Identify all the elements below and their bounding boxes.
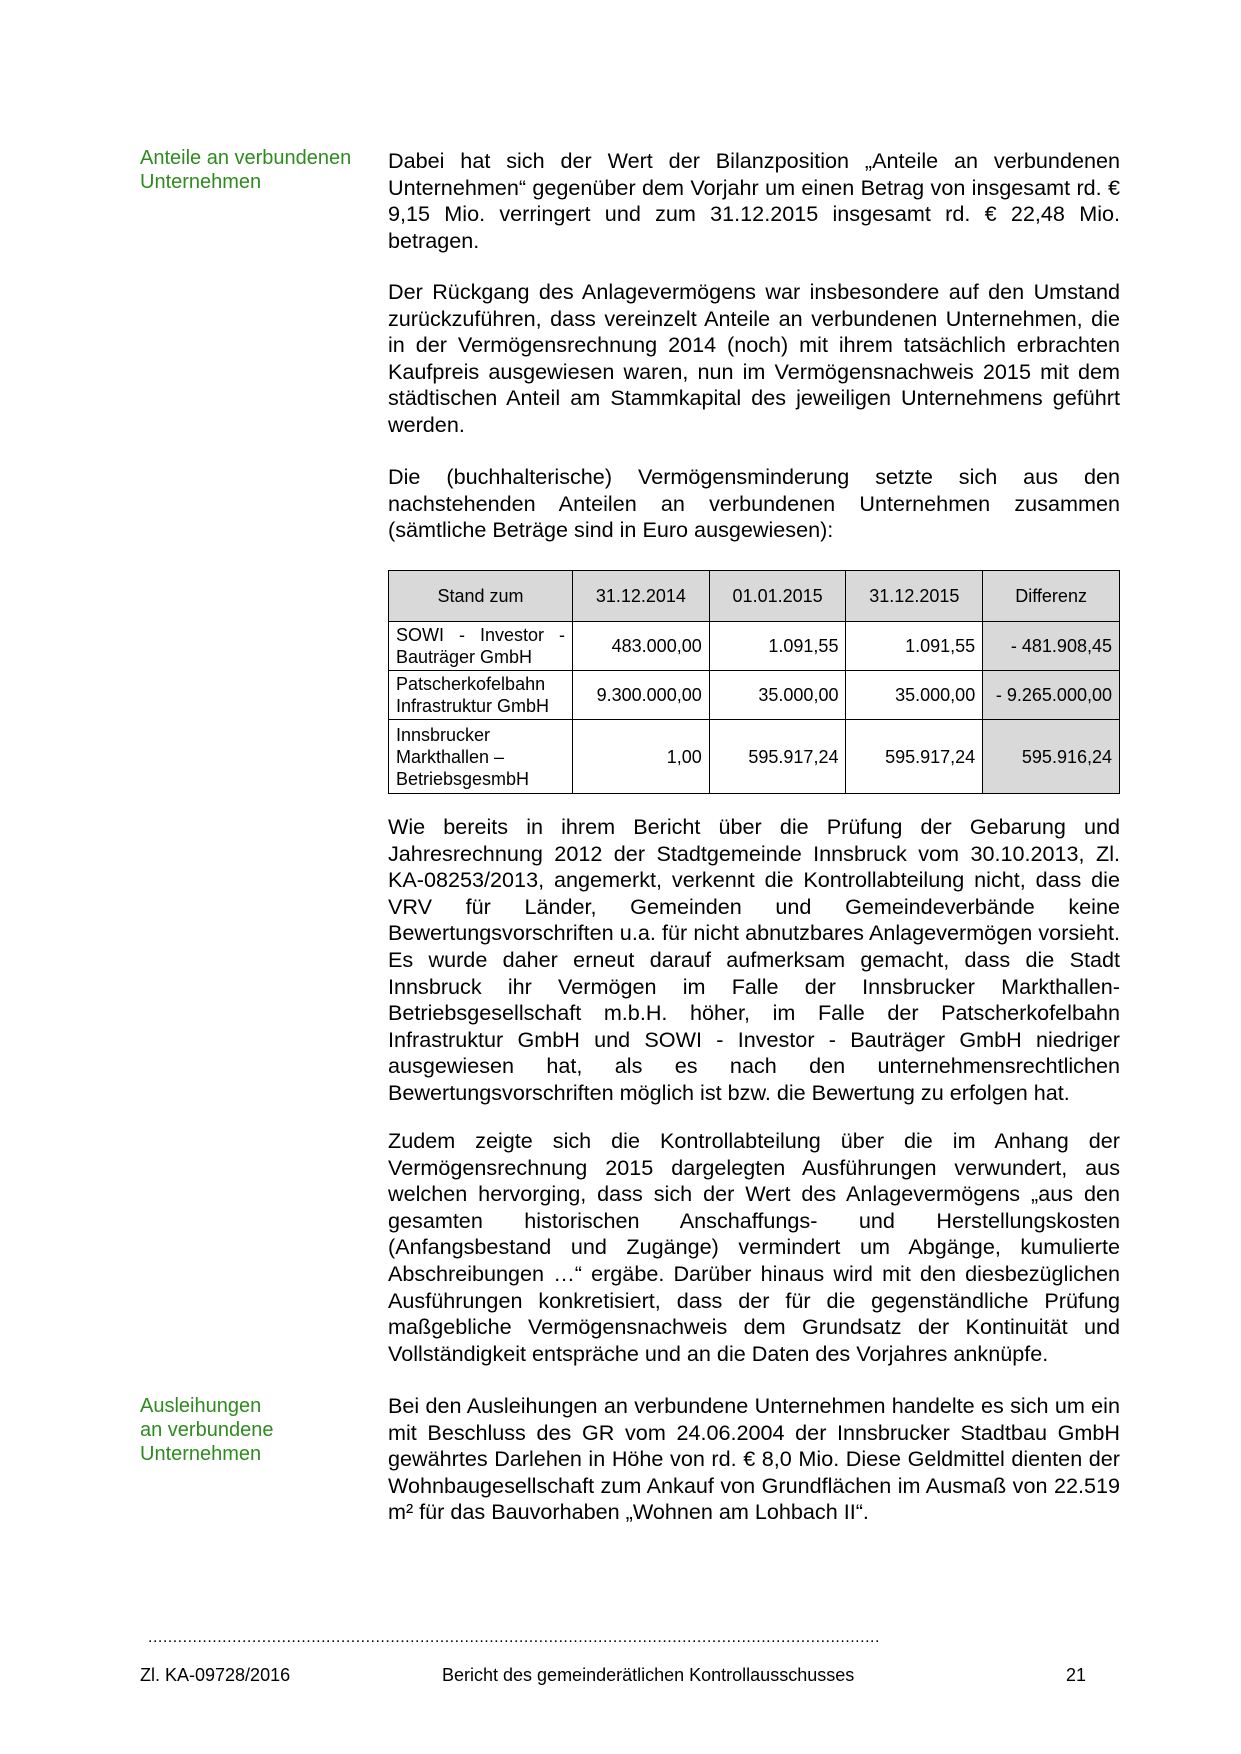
table-cell-difference: 595.916,24 [983, 720, 1120, 794]
table-cell-difference: - 481.908,45 [983, 622, 1120, 671]
paragraph-3 [388, 464, 1120, 544]
label-line: Markthallen – [396, 746, 505, 767]
paragraph-text: Der Rückgang des Anlagevermögens war insbesondere auf den Umstand zurückzuführen, dass vereinzelt Anteile an verbundenen Unternehmen, die in der Vermögensrechnung 2014 (noch) mit ihrem tatsächlich erbrachten Kaufpreis ausgewiesen waren, nun im Vermögensnachweis 2015 mit dem städtischen Anteil am Stammkapital des jeweiligen Unternehmens geführt werden. [388, 279, 1120, 437]
table-row-label [389, 622, 573, 671]
table-header-cell: Differenz [983, 571, 1120, 622]
label-line: Patscherkofelbahn [396, 674, 546, 694]
table-cell: 483.000,00 [573, 622, 710, 671]
side-heading-line: Unternehmen [140, 1443, 262, 1465]
label-line: Infrastruktur GmbH [396, 696, 550, 716]
paragraph-2 [388, 279, 1120, 439]
side-heading-line: an verbundene [140, 1419, 274, 1441]
paragraph-text: Wie bereits in ihrem Bericht über die Prüfung der Gebarung und Jahresrechnung 2012 der Stadtgemeinde Innsbruck vom 30.10.2013, Zl. KA-08253/2013, angemerkt, verkennt die Kontrollabteilung nicht, dass die VRV für Länder, Gemeinden und Gemeindeverbände keine Bewertungsvorschriften u.a. für nicht abnutzbares Anlagevermögen vorsieht. Es wurde daher erneut darauf aufmerksam gemacht, dass die Stadt Innsbruck ihr Vermögen im Falle der Innsbrucker Markthallen-Betriebsgesellschaft m.b.H. höher, im Falle der Patscherkofelbahn Infrastruktur GmbH und SOWI - Investor - Bauträger GmbH niedriger ausgewiesen hat, als es nach den unternehmensrechtlichen Bewertungsvorschriften möglich ist bzw. die Bewertung zu erfolgen hat. [388, 814, 1120, 1105]
paragraph-text: Zudem zeigte sich die Kontrollabteilung über die im Anhang der Vermögensrechnung 2015 dargelegten Ausführungen verwundert, aus welchen hervorging, dass sich der Wert des Anlagevermögens „aus den gesamten historischen Anschaffungs- und Herstellungskosten (Anfangsbestand und Zugänge) vermindert um Abgänge, kumulierte Abschreibungen …“ ergäbe. Darüber hinaus wird mit den diesbezüglichen Ausführungen konkretisiert, dass der für die gegenständliche Prüfung maßgebliche Vermögensnachweis dem Grundsatz der Kontinuität und Vollständigkeit entspräche und an die Daten des Vorjahres anknüpfe. [388, 1128, 1120, 1366]
table-cell: 1.091,55 [709, 622, 846, 671]
label-line: Bauträger GmbH [396, 647, 533, 667]
table-row [389, 720, 1120, 794]
table-header-cell: 31.12.2014 [573, 571, 710, 622]
side-heading-line: Unternehmen [140, 171, 262, 193]
paragraph-6 [388, 1393, 1120, 1526]
table-cell: 9.300.000,00 [573, 671, 710, 720]
side-heading-line: Anteile an verbundenen [140, 147, 352, 169]
paragraph-5 [388, 1128, 1120, 1367]
footer-page-number: 21 [1066, 1665, 1087, 1685]
side-heading-line: Ausleihungen [140, 1395, 262, 1417]
table-cell: 1.091,55 [846, 622, 983, 671]
table-row-label [389, 671, 573, 720]
footer-reference: Zl. KA-09728/2016 [140, 1665, 291, 1685]
label-line: Innsbrucker [396, 724, 491, 745]
footer-dotted-rule: .................................................................................................................................................... [148, 1632, 880, 1644]
table-row-label [389, 720, 573, 794]
paragraph-1 [388, 148, 1120, 254]
side-heading-ausleihungen [140, 1394, 370, 1466]
paragraph-text: Bei den Ausleihungen an verbundene Unternehmen handelte es sich um ein mit Beschluss des GR vom 24.06.2004 der Innsbrucker Stadtbau GmbH gewährtes Darlehen in Höhe von rd. € 8,0 Mio. Diese Geldmittel dienten der Wohnbaugesellschaft zum Ankauf von Grundflächen im Ausmaß von 22.519 m² für das Bauvorhaben „Wohnen am Lohbach II“. [388, 1393, 1120, 1525]
table-cell: 35.000,00 [846, 671, 983, 720]
table-row [389, 622, 1120, 671]
paragraph-text: Dabei hat sich der Wert der Bilanzposition „Anteile an verbundenen Unternehmen“ gegenüber dem Vorjahr um einen Betrag von insgesamt rd. € 9,15 Mio. verringert und zum 31.12.2015 insgesamt rd. € 22,48 Mio. betragen. [388, 148, 1120, 253]
table-row [389, 671, 1120, 720]
label-line: SOWI - Investor - [396, 625, 565, 645]
footer-title: Bericht des gemeinderätlichen Kontrollausschusses [442, 1665, 855, 1685]
table-cell: 35.000,00 [709, 671, 846, 720]
label-line: BetriebsgesmbH [396, 768, 530, 789]
side-heading-anteile [140, 146, 370, 194]
table-header-cell: 31.12.2015 [846, 571, 983, 622]
table-cell: 595.917,24 [709, 720, 846, 794]
table-cell: 595.917,24 [846, 720, 983, 794]
table-header-row [389, 571, 1120, 622]
table-cell-difference: - 9.265.000,00 [983, 671, 1120, 720]
table-header-cell: Stand zum [389, 571, 573, 622]
table-header-cell: 01.01.2015 [709, 571, 846, 622]
paragraph-4 [388, 814, 1120, 1107]
table-cell: 1,00 [573, 720, 710, 794]
balance-table [388, 570, 1120, 794]
paragraph-text: Die (buchhalterische) Vermögensminderung setzte sich aus den nachstehenden Anteilen an verbundenen Unternehmen zusammen (sämtliche Beträge sind in Euro ausgewiesen): [388, 464, 1120, 543]
